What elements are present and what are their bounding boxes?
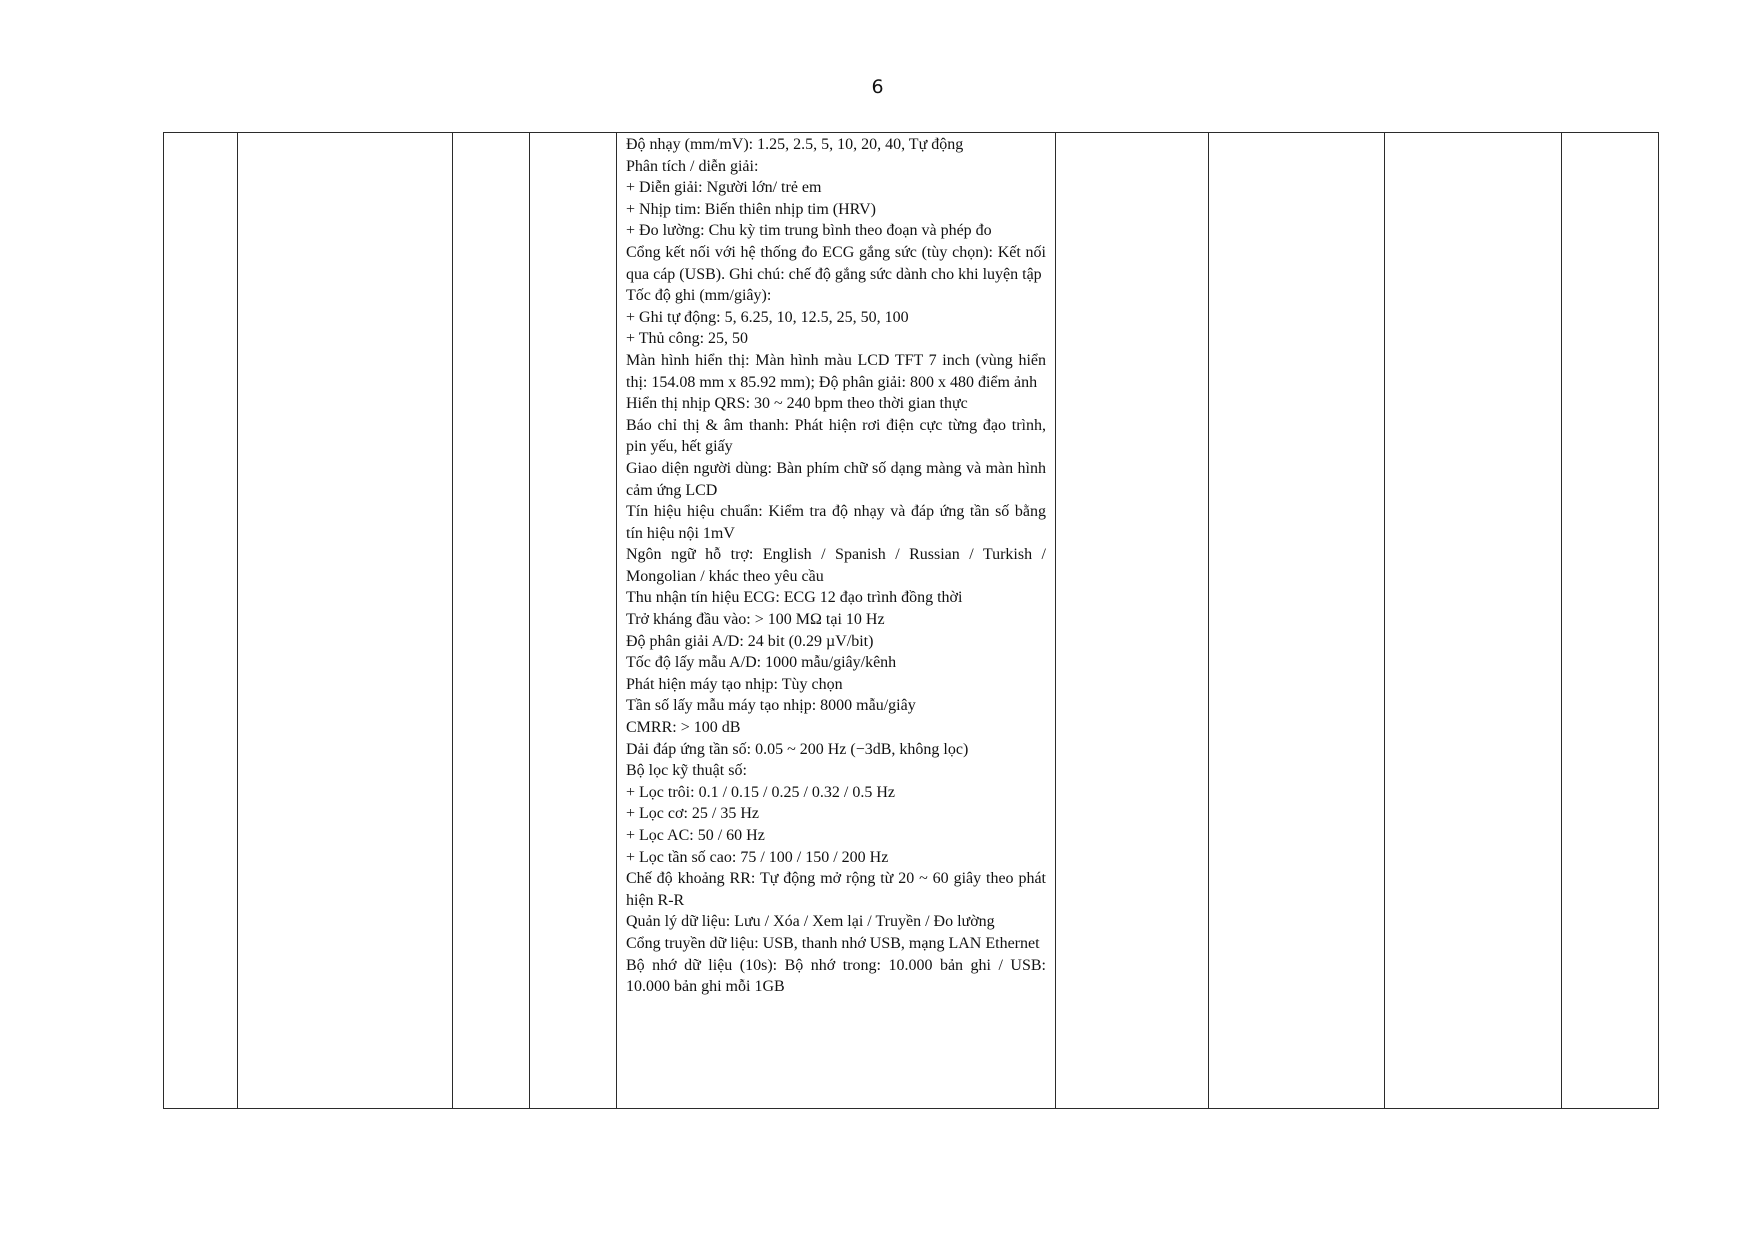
empty-cell [1385, 133, 1562, 1109]
table-row [164, 133, 1659, 1109]
spec-line: Phân tích / diễn giải: [626, 157, 759, 175]
empty-cell [1056, 133, 1209, 1109]
spec-line: Độ phân giải A/D: 24 bit (0.29 µV/bit) [626, 632, 874, 650]
spec-line: Báo chỉ thị & âm thanh: Phát hiện rơi điện cực từng đạo trình, pin yếu, hết giấy [626, 416, 1046, 456]
spec-line: + Ghi tự động: 5, 6.25, 10, 12.5, 25, 50, 100 [626, 308, 909, 326]
spec-line: Độ nhạy (mm/mV): 1.25, 2.5, 5, 10, 20, 40, Tự động [626, 136, 964, 153]
spec-line: + Lọc trôi: 0.1 / 0.15 / 0.25 / 0.32 / 0.5 Hz [626, 783, 895, 801]
empty-cell [1209, 133, 1385, 1109]
spec-line: Tần số lấy mẫu máy tạo nhịp: 8000 mẫu/giây [626, 697, 916, 715]
empty-cell [530, 133, 617, 1109]
spec-line: Phát hiện máy tạo nhịp: Tùy chọn [626, 675, 843, 693]
spec-line: Trở kháng đầu vào: > 100 MΩ tại 10 Hz [626, 611, 885, 629]
spec-cell [617, 133, 1056, 1109]
spec-line: Quản lý dữ liệu: Lưu / Xóa / Xem lại / Truyền / Đo lường [626, 913, 995, 931]
spec-line: Dải đáp ứng tần số: 0.05 ~ 200 Hz (−3dB, không lọc) [626, 740, 969, 758]
empty-cell [453, 133, 530, 1109]
spec-line: Ngôn ngữ hỗ trợ: English / Spanish / Russian / Turkish / Mongolian / khác theo yêu cầu [626, 546, 1046, 585]
spec-line: CMRR: > 100 dB [626, 719, 741, 737]
spec-line: + Lọc AC: 50 / 60 Hz [626, 827, 765, 844]
spec-line: Cổng truyền dữ liệu: USB, thanh nhớ USB, mạng LAN Ethernet [626, 934, 1040, 952]
spec-line: + Đo lường: Chu kỳ tim trung bình theo đoạn và phép đo [626, 222, 992, 240]
spec-text [617, 133, 1055, 998]
spec-line: + Thủ công: 25, 50 [626, 330, 749, 348]
spec-line: Thu nhận tín hiệu ECG: ECG 12 đạo trình đồng thời [626, 589, 963, 607]
spec-line: Bộ nhớ dữ liệu (10s): Bộ nhớ trong: 10.000 bản ghi / USB: 10.000 bản ghi mỗi 1GB [626, 956, 1046, 996]
spec-line: + Lọc cơ: 25 / 35 Hz [626, 805, 760, 823]
spec-line: Màn hình hiển thị: Màn hình màu LCD TFT 7 inch (vùng hiển thị: 154.08 mm x 85.92 mm); Độ phân giải: 800 x 480 điểm ảnh [626, 351, 1046, 391]
spec-line: + Diễn giải: Người lớn/ trẻ em [626, 179, 822, 197]
spec-line: Chế độ khoảng RR: Tự động mở rộng từ 20 ~ 60 giây theo phát hiện R-R [626, 870, 1046, 909]
empty-cell [1562, 133, 1659, 1109]
spec-line: + Lọc tần số cao: 75 / 100 / 150 / 200 Hz [626, 848, 889, 866]
spec-line: + Nhịp tim: Biến thiên nhịp tim (HRV) [626, 200, 876, 218]
spec-line: Hiển thị nhịp QRS: 30 ~ 240 bpm theo thời gian thực [626, 395, 968, 413]
empty-cell [238, 133, 453, 1109]
spec-line: Tốc độ lấy mẫu A/D: 1000 mẫu/giây/kênh [626, 654, 897, 672]
empty-cell [164, 133, 238, 1109]
spec-line: Tín hiệu hiệu chuẩn: Kiểm tra độ nhạy và đáp ứng tần số bằng tín hiệu nội 1mV [626, 503, 1046, 542]
spec-line: Bộ lọc kỹ thuật số: [626, 762, 747, 780]
spec-line: Giao diện người dùng: Bàn phím chữ số dạng màng và màn hình cảm ứng LCD [626, 459, 1046, 499]
spec-line: Cổng kết nối với hệ thống đo ECG gắng sức (tùy chọn): Kết nối qua cáp (USB). Ghi chú: chế độ gắng sức dành cho khi luyện tập [626, 243, 1046, 283]
spec-line: Tốc độ ghi (mm/giây): [626, 287, 772, 305]
spec-table [163, 132, 1659, 1109]
page-number: 6 [871, 76, 884, 98]
